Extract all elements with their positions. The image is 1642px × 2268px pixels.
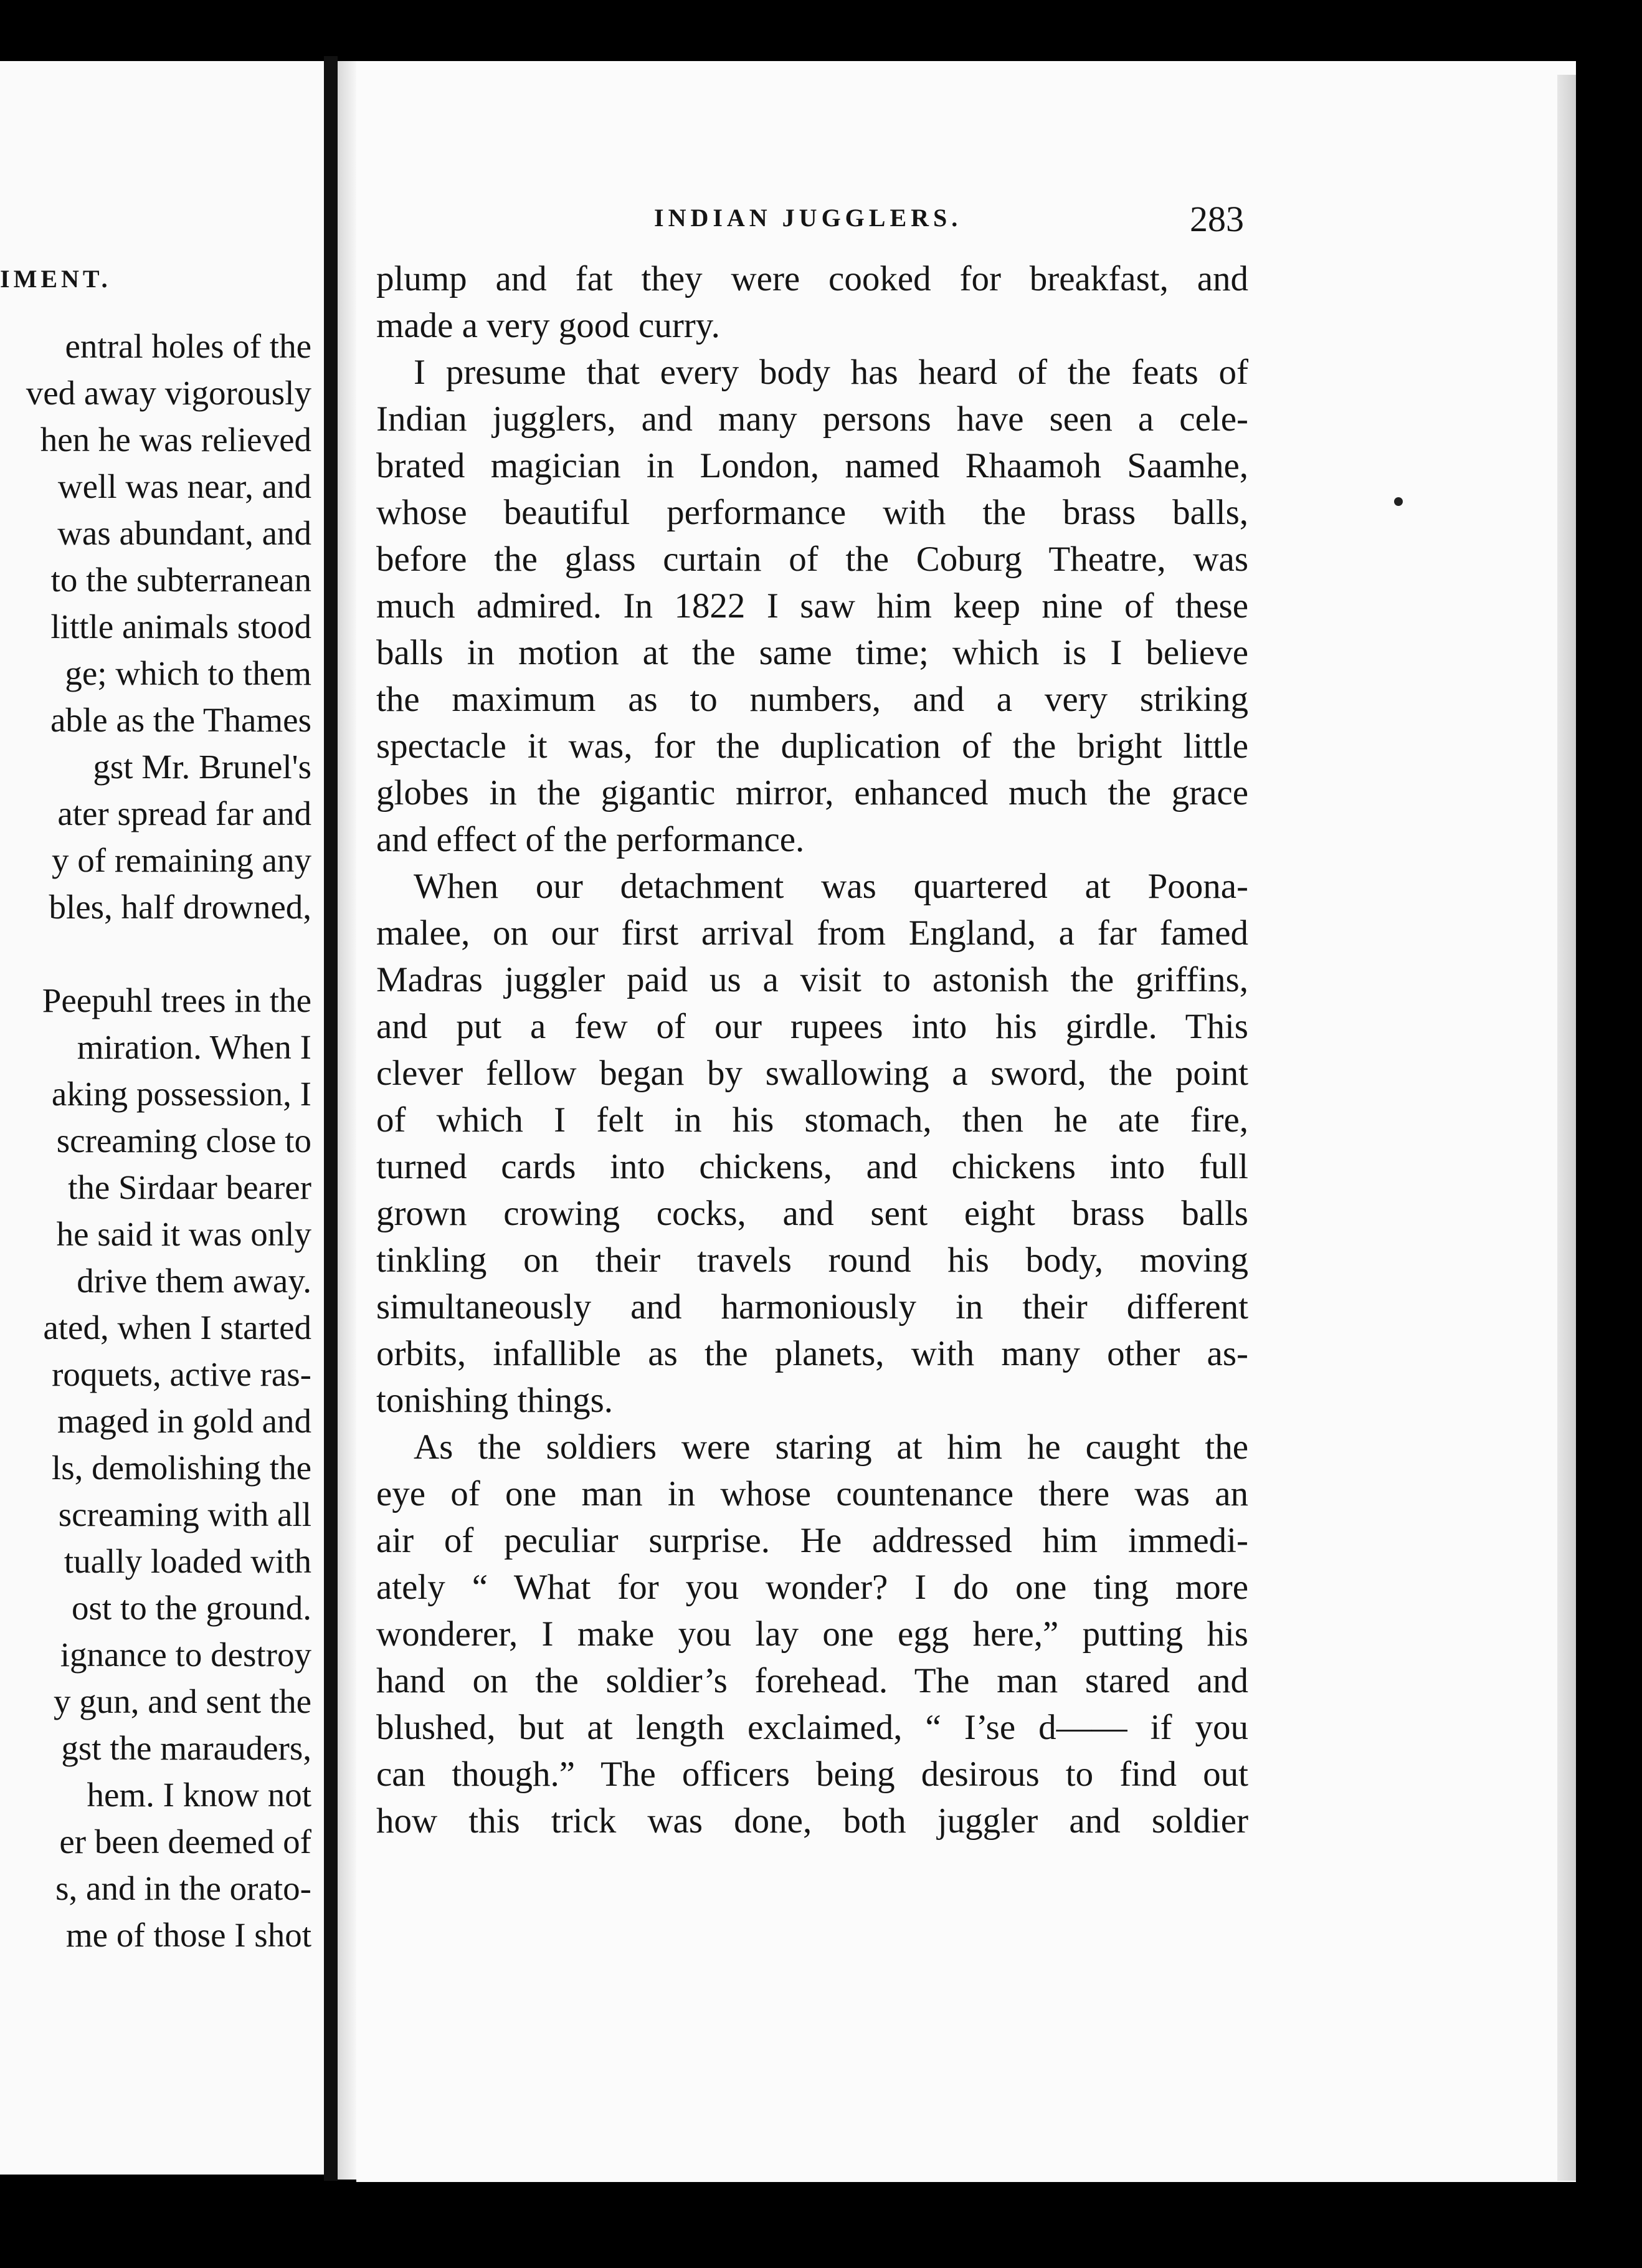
running-head: INDIAN JUGGLERS. — [654, 204, 962, 232]
text-line: drive them away. — [77, 1262, 311, 1300]
text-line: globes in the gigantic mirror, enhanced much the grace — [376, 773, 1248, 812]
body-text — [376, 255, 1248, 1844]
text-line: little animals stood — [50, 608, 311, 646]
text-line: screaming with all — [58, 1495, 311, 1533]
page-edge — [1557, 75, 1576, 2181]
text-line: eye of one man in whose countenance there was an — [376, 1474, 1248, 1513]
text-line: balls in motion at the same time; which is I believe — [376, 633, 1248, 672]
text-line: brated magician in London, named Rhaamoh Saamhe, — [376, 446, 1248, 485]
text-line: entral holes of the — [65, 327, 311, 365]
text-line: can though.” The officers being desirous to find out — [376, 1755, 1248, 1794]
text-line — [0, 930, 311, 977]
text-line: tinkling on their travels round his body, moving — [376, 1241, 1248, 1280]
text-line: hand on the soldier’s forehead. The man stared and — [376, 1661, 1248, 1700]
text-line: whose beautiful performance with the brass balls, — [376, 493, 1248, 532]
text-line: When our detachment was quartered at Poona- — [414, 867, 1248, 906]
text-line: before the glass curtain of the Coburg Theatre, was — [376, 540, 1248, 579]
text-line: er been deemed of — [59, 1822, 311, 1861]
text-line: As the soldiers were staring at him he caught the — [414, 1427, 1248, 1467]
text-line: ater spread far and — [57, 794, 311, 832]
book-gutter — [324, 56, 338, 2181]
text-line: ge; which to them — [65, 654, 311, 692]
text-line: able as the Thames — [50, 701, 311, 739]
text-line: y gun, and sent the — [54, 1682, 311, 1720]
text-line: ost to the ground. — [72, 1589, 311, 1627]
text-line: plump and fat they were cooked for breakfast, and — [376, 259, 1248, 298]
text-line: y of remaining any — [52, 841, 311, 879]
text-line: tually loaded with — [64, 1542, 311, 1580]
text-line: gst the marauders, — [61, 1729, 311, 1767]
text-line: ved away vigorously — [26, 374, 311, 412]
text-line: the Sirdaar bearer — [68, 1168, 311, 1206]
text-line: air of peculiar surprise. He addressed him immedi- — [376, 1521, 1248, 1560]
text-line: and put a few of our rupees into his girdle. This — [376, 1007, 1248, 1046]
text-line: grown crowing cocks, and sent eight brass balls — [376, 1194, 1248, 1233]
text-line: well was near, and — [57, 467, 311, 505]
text-line: miration. When I — [77, 1028, 311, 1066]
text-line: ls, demolishing the — [51, 1449, 311, 1487]
text-line: malee, on our first arrival from England, a far famed — [376, 913, 1248, 953]
text-line: I presume that every body has heard of the feats of — [414, 353, 1248, 392]
text-line: tonishing things. — [376, 1381, 614, 1420]
left-page — [0, 61, 324, 2175]
text-line: of which I felt in his stomach, then he ate fire, — [376, 1100, 1248, 1140]
left-text-block — [0, 323, 311, 1958]
text-line: wonderer, I make you lay one egg here,” putting his — [376, 1614, 1248, 1654]
text-line: roquets, active ras- — [52, 1355, 311, 1393]
text-line: bles, half drowned, — [49, 888, 311, 926]
text-line: Peepuhl trees in the — [42, 981, 311, 1019]
text-line: ignance to destroy — [60, 1636, 311, 1674]
text-line: hem. I know not — [87, 1776, 311, 1814]
text-line: simultaneously and harmoniously in their different — [376, 1287, 1248, 1327]
text-line: gst Mr. Brunel's — [93, 748, 311, 786]
text-line: much admired. In 1822 I saw him keep nine of these — [376, 586, 1248, 626]
text-line: made a very good curry. — [376, 306, 720, 345]
ink-speck — [1394, 497, 1403, 506]
text-line: ately “ What for you wonder? I do one ting more — [376, 1568, 1248, 1607]
text-line: was abundant, and — [57, 514, 311, 552]
text-line: me of those I shot — [65, 1916, 311, 1954]
text-line: maged in gold and — [57, 1402, 311, 1440]
text-line: spectacle it was, for the duplication of the bright little — [376, 727, 1248, 766]
text-line: hen he was relieved — [40, 421, 311, 459]
text-line: the maximum as to numbers, and a very striking — [376, 680, 1248, 719]
text-line: he said it was only — [56, 1215, 311, 1253]
text-line: how this trick was done, both juggler and soldier — [376, 1801, 1248, 1841]
text-line: s, and in the orato- — [55, 1869, 311, 1907]
text-line: and effect of the performance. — [376, 820, 805, 859]
text-line: aking possession, I — [51, 1075, 311, 1113]
text-line: to the subterranean — [50, 561, 311, 599]
text-line: clever fellow began by swallowing a sword, the point — [376, 1054, 1248, 1093]
text-line: blushed, but at length exclaimed, “ I’se d—— if you — [376, 1708, 1248, 1747]
text-line: turned cards into chickens, and chickens into full — [376, 1147, 1248, 1186]
page-number: 283 — [1190, 199, 1244, 239]
text-line: Indian jugglers, and many persons have seen a cele- — [376, 399, 1248, 439]
text-line: Madras juggler paid us a visit to astonish the griffins, — [376, 960, 1248, 999]
left-running-head: IMENT. — [0, 265, 112, 293]
gutter-shadow — [338, 61, 356, 2180]
text-line: ated, when I started — [43, 1308, 311, 1346]
text-line: orbits, infallible as the planets, with many other as- — [376, 1334, 1248, 1373]
text-line: screaming close to — [56, 1122, 311, 1160]
